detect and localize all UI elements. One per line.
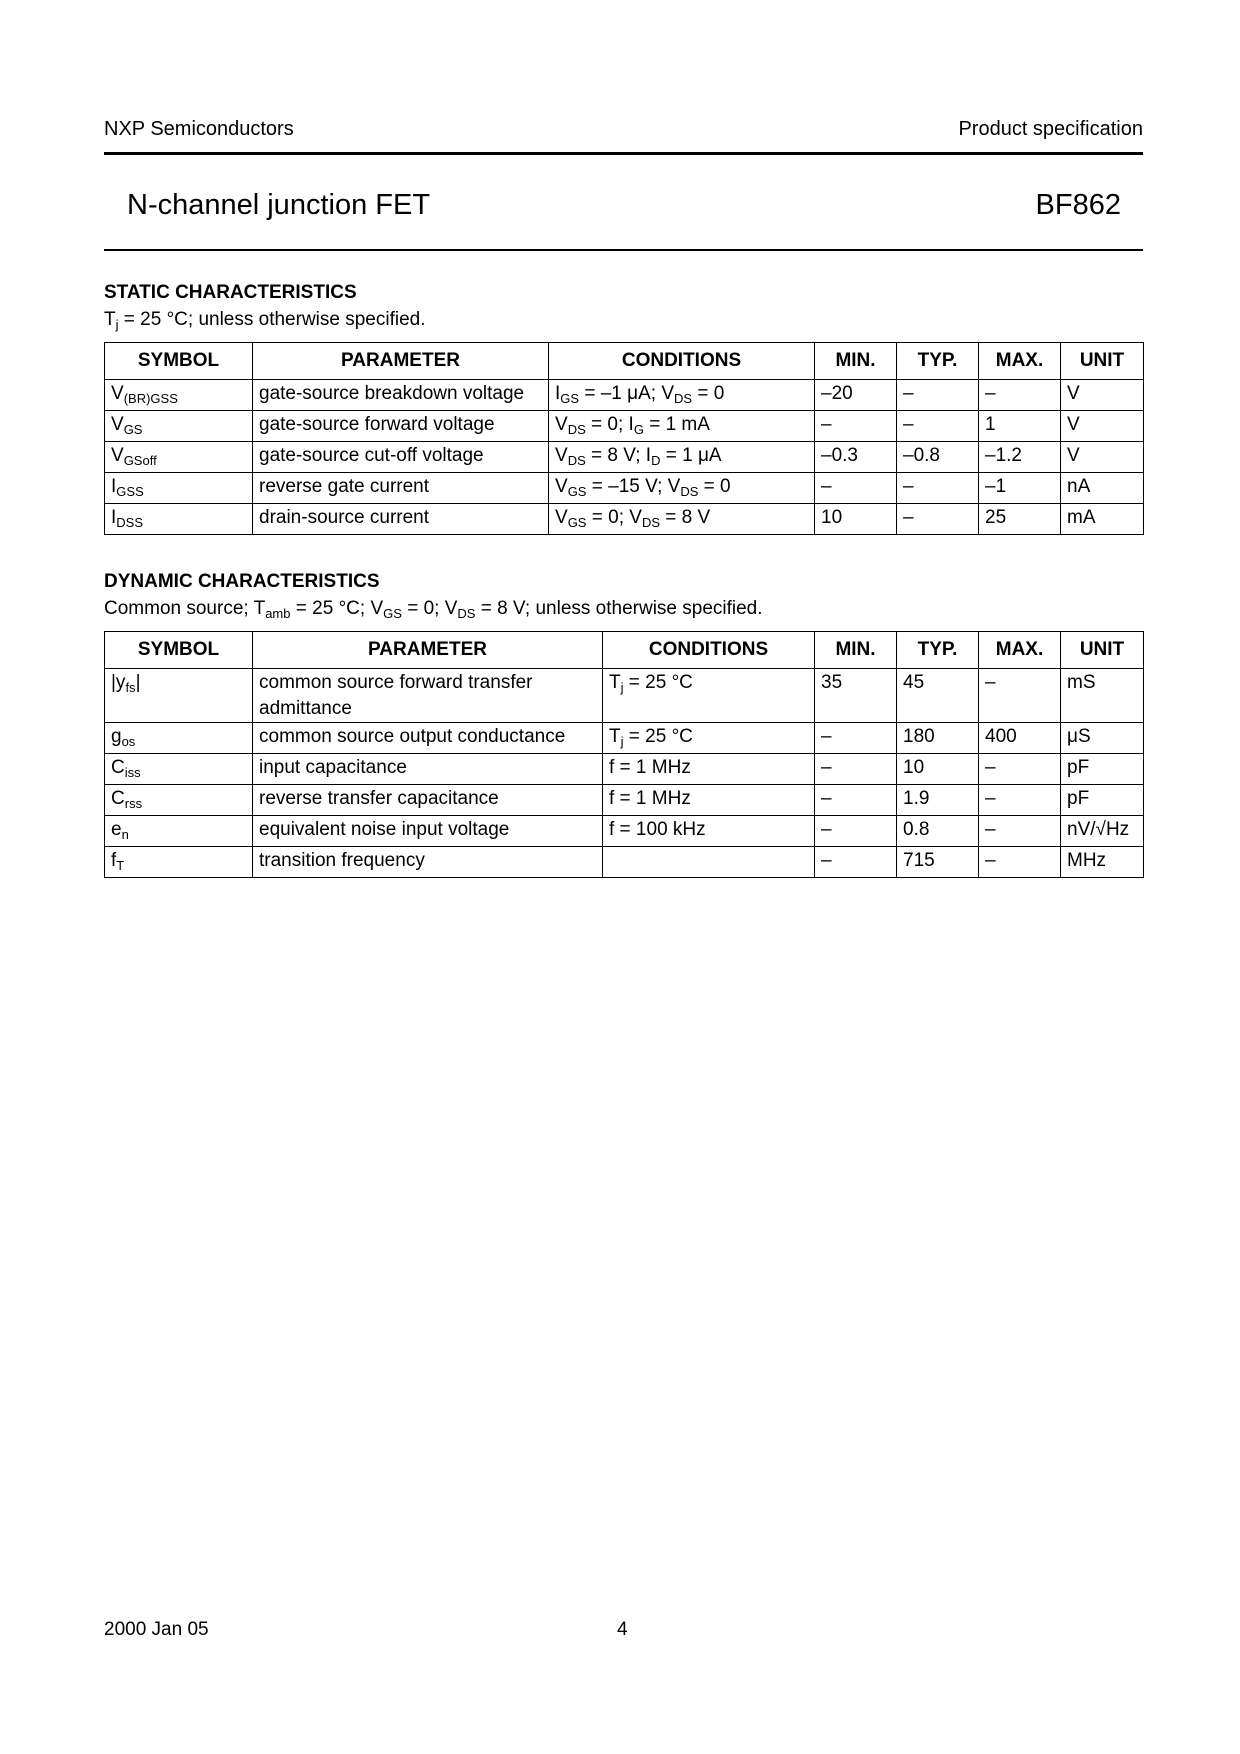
parameter-cell: gate-source cut-off voltage [253, 442, 549, 473]
min-cell: 10 [815, 504, 897, 535]
max-cell: 1 [979, 411, 1061, 442]
page-number: 4 [617, 1619, 628, 1640]
table-header-row [105, 632, 1144, 669]
unit-cell: MHz [1061, 847, 1144, 878]
max-cell: – [979, 816, 1061, 847]
footer-date: 2000 Jan 05 [104, 1619, 209, 1640]
max-cell: –1.2 [979, 442, 1061, 473]
page-title: N-channel junction FET [127, 189, 431, 221]
unit-cell: mA [1061, 504, 1144, 535]
static-conditions-note: $T_j = 25$ °C; unless otherwise specified. [104, 309, 426, 332]
column-header: UNIT [1061, 343, 1144, 380]
typ-cell: – [897, 411, 979, 442]
table-header-row [105, 343, 1144, 380]
column-header: SYMBOL [105, 343, 253, 380]
parameter-cell: drain-source current [253, 504, 549, 535]
typ-cell: 0.8 [897, 816, 979, 847]
min-cell: – [815, 816, 897, 847]
column-header: TYP. [897, 343, 979, 380]
max-cell: – [979, 754, 1061, 785]
unit-cell: mS [1061, 669, 1144, 723]
unit-cell: nA [1061, 473, 1144, 504]
symbol-cell: $g_{os}$ [105, 723, 253, 754]
unit-cell: pF [1061, 754, 1144, 785]
column-header: CONDITIONS [549, 343, 815, 380]
symbol-cell: $V_{(BR)GSS}$ [105, 380, 253, 411]
min-cell: – [815, 847, 897, 878]
symbol-cell: $C_{rss}$ [105, 785, 253, 816]
table-row [105, 847, 1144, 878]
table-row [105, 473, 1144, 504]
symbol-cell: $I_{GSS}$ [105, 473, 253, 504]
symbol-cell: $e_n$ [105, 816, 253, 847]
column-header: SYMBOL [105, 632, 253, 669]
dynamic-characteristics-table [104, 631, 1144, 878]
typ-cell: – [897, 504, 979, 535]
max-cell: – [979, 785, 1061, 816]
column-header: UNIT [1061, 632, 1144, 669]
unit-cell: V [1061, 442, 1144, 473]
symbol-cell: $C_{iss}$ [105, 754, 253, 785]
unit-cell: μS [1061, 723, 1144, 754]
typ-cell: –0.8 [897, 442, 979, 473]
symbol-cell: $I_{DSS}$ [105, 504, 253, 535]
parameter-cell: input capacitance [253, 754, 603, 785]
document-type: Product specification [958, 118, 1143, 140]
max-cell: 400 [979, 723, 1061, 754]
conditions-cell: f = 1 MHz [603, 785, 815, 816]
min-cell: –20 [815, 380, 897, 411]
column-header: MAX. [979, 343, 1061, 380]
conditions-cell: $V_{DS} = 8$ V; $I_D = 1$ μA [549, 442, 815, 473]
symbol-cell: $f_T$ [105, 847, 253, 878]
static-characteristics-table [104, 342, 1144, 535]
unit-cell: V [1061, 380, 1144, 411]
part-number: BF862 [1035, 189, 1121, 221]
column-header: PARAMETER [253, 343, 549, 380]
symbol-cell: $V_{GSoff}$ [105, 442, 253, 473]
typ-cell: 45 [897, 669, 979, 723]
symbol-cell: $|y_{fs}|$ [105, 669, 253, 723]
min-cell: –0.3 [815, 442, 897, 473]
min-cell: 35 [815, 669, 897, 723]
table-row [105, 669, 1144, 723]
max-cell: –1 [979, 473, 1061, 504]
company-name: NXP Semiconductors [104, 118, 294, 140]
conditions-cell: $T_j = 25$ °C [603, 669, 815, 723]
min-cell: – [815, 723, 897, 754]
column-header: CONDITIONS [603, 632, 815, 669]
table-row [105, 785, 1144, 816]
unit-cell: pF [1061, 785, 1144, 816]
typ-cell: – [897, 473, 979, 504]
parameter-cell: gate-source forward voltage [253, 411, 549, 442]
unit-cell: nV/√Hz [1061, 816, 1144, 847]
typ-cell: 715 [897, 847, 979, 878]
conditions-cell: $V_{GS} = -15$ V; $V_{DS} = 0$ [549, 473, 815, 504]
conditions-cell: $V_{GS} = 0$; $V_{DS} = 8$ V [549, 504, 815, 535]
parameter-cell: transition frequency [253, 847, 603, 878]
typ-cell: 1.9 [897, 785, 979, 816]
column-header: MIN. [815, 343, 897, 380]
parameter-cell: gate-source breakdown voltage [253, 380, 549, 411]
typ-cell: 180 [897, 723, 979, 754]
dynamic-section-title: DYNAMIC CHARACTERISTICS [104, 571, 380, 592]
title-divider [104, 249, 1143, 251]
table-row [105, 816, 1144, 847]
parameter-cell: equivalent noise input voltage [253, 816, 603, 847]
table-row [105, 723, 1144, 754]
header-divider [104, 152, 1143, 155]
conditions-cell [603, 847, 815, 878]
conditions-cell: $V_{DS} = 0$; $I_G = 1$ mA [549, 411, 815, 442]
max-cell: – [979, 380, 1061, 411]
column-header: MIN. [815, 632, 897, 669]
max-cell: 25 [979, 504, 1061, 535]
conditions-cell: f = 1 MHz [603, 754, 815, 785]
typ-cell: 10 [897, 754, 979, 785]
parameter-cell: reverse gate current [253, 473, 549, 504]
column-header: TYP. [897, 632, 979, 669]
column-header: MAX. [979, 632, 1061, 669]
min-cell: – [815, 473, 897, 504]
dynamic-conditions-note: Common source; $T_{amb} = 25$ °C; $V_{GS} = 0$; $V_{DS} = 8$ V; unless otherwise specified. [104, 598, 763, 621]
static-section-title: STATIC CHARACTERISTICS [104, 282, 357, 303]
parameter-cell: common source forward transfer admittance [253, 669, 603, 723]
conditions-cell: $I_{GS} = -1$ μA; $V_{DS} = 0$ [549, 380, 815, 411]
parameter-cell: common source output conductance [253, 723, 603, 754]
max-cell: – [979, 669, 1061, 723]
typ-cell: – [897, 380, 979, 411]
table-row [105, 411, 1144, 442]
unit-cell: V [1061, 411, 1144, 442]
max-cell: – [979, 847, 1061, 878]
parameter-cell: reverse transfer capacitance [253, 785, 603, 816]
table-row [105, 754, 1144, 785]
min-cell: – [815, 754, 897, 785]
symbol-cell: $V_{GS}$ [105, 411, 253, 442]
table-row [105, 504, 1144, 535]
conditions-cell: $T_j = 25$ °C [603, 723, 815, 754]
min-cell: – [815, 785, 897, 816]
conditions-cell: f = 100 kHz [603, 816, 815, 847]
column-header: PARAMETER [253, 632, 603, 669]
min-cell: – [815, 411, 897, 442]
table-row [105, 380, 1144, 411]
table-row [105, 442, 1144, 473]
